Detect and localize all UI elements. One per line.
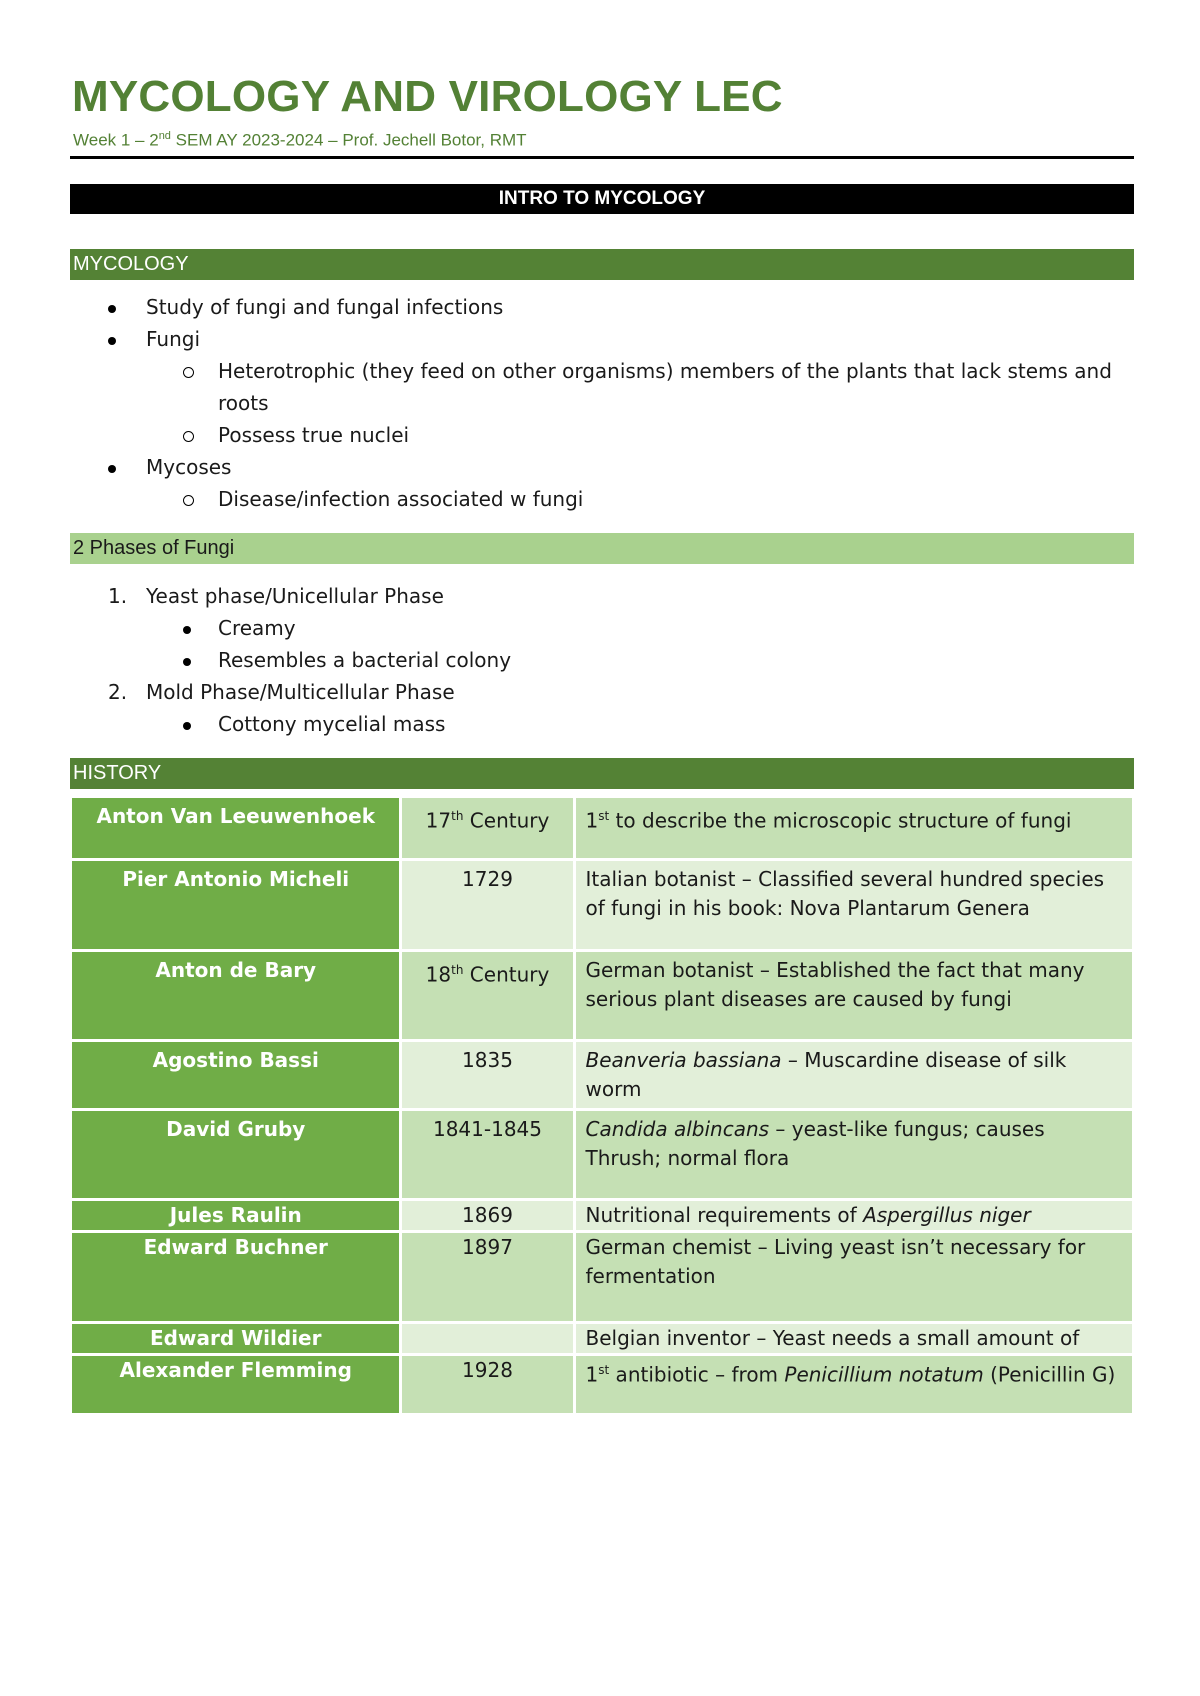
- bullet-icon: [183, 658, 191, 666]
- scientist-name: Pier Antonio Micheli: [72, 859, 400, 950]
- bullet-icon: [183, 722, 191, 730]
- bullet-icon: [183, 626, 191, 634]
- sub-list-item: Disease/infection associated w fungi: [70, 483, 1134, 515]
- circle-bullet-icon: [183, 495, 194, 506]
- table-row: [72, 1199, 1132, 1231]
- history-table: [72, 798, 1132, 1416]
- description-cell: German chemist – Living yeast isn’t necessary for fermentation: [574, 1231, 1132, 1322]
- description-cell: Italian botanist – Classified several hundred species of fungi in his book: Nova Plantarum Genera: [574, 859, 1132, 950]
- description-cell: 1st antibiotic – from Penicillium notatum (Penicillin G): [574, 1354, 1132, 1414]
- year-cell: 1835: [400, 1040, 574, 1109]
- table-row: [72, 1109, 1132, 1199]
- title-divider: [70, 156, 1134, 159]
- numbered-item: 1. Yeast phase/Unicellular Phase: [108, 584, 444, 608]
- scientist-name: Jules Raulin: [72, 1199, 400, 1231]
- year-cell: 18th Century: [400, 950, 574, 1040]
- list-item: Study of fungi and fungal infections: [70, 291, 1134, 323]
- sub-list-item: Heterotrophic (they feed on other organisms) members of the plants that lack stems and roots: [70, 355, 1134, 419]
- bullet-icon: [108, 337, 116, 345]
- numbered-item: 2. Mold Phase/Multicellular Phase: [108, 680, 455, 704]
- sub-list-item: Creamy: [70, 612, 1134, 644]
- scientist-name: Anton de Bary: [72, 950, 400, 1040]
- document-title: MYCOLOGY AND VIROLOGY LEC: [72, 72, 783, 121]
- section-heading-history: HISTORY: [70, 758, 1134, 789]
- scientist-name: Alexander Flemming: [72, 1354, 400, 1414]
- table-row: [72, 1354, 1132, 1414]
- table-row: [72, 798, 1132, 859]
- year-cell: 1729: [400, 859, 574, 950]
- description-cell: 1st to describe the microscopic structure of fungi: [574, 798, 1132, 859]
- table-row: [72, 950, 1132, 1040]
- list-item: Fungi: [70, 323, 1134, 355]
- year-cell: 1928: [400, 1354, 574, 1414]
- sub-list-item: Possess true nuclei: [70, 419, 1134, 451]
- scientist-name: Agostino Bassi: [72, 1040, 400, 1109]
- table-row: [72, 1231, 1132, 1322]
- sub-list-item: Resembles a bacterial colony: [70, 644, 1134, 676]
- table-row: [72, 1040, 1132, 1109]
- year-cell: 1897: [400, 1231, 574, 1322]
- sub-list-item: Cottony mycelial mass: [70, 708, 1134, 740]
- scientist-name: Anton Van Leeuwenhoek: [72, 798, 400, 859]
- phases-list: [70, 580, 1134, 740]
- description-cell: Belgian inventor – Yeast needs a small amount of: [574, 1322, 1132, 1354]
- table-row: [72, 1322, 1132, 1354]
- scientist-name: Edward Buchner: [72, 1231, 400, 1322]
- intro-banner: INTRO TO MYCOLOGY: [70, 184, 1134, 214]
- bullet-icon: [108, 465, 116, 473]
- section-heading-phases: 2 Phases of Fungi: [70, 533, 1134, 564]
- year-cell: 1841-1845: [400, 1109, 574, 1199]
- description-cell: German botanist – Established the fact that many serious plant diseases are caused by fungi: [574, 950, 1132, 1040]
- section-heading-mycology: MYCOLOGY: [70, 249, 1134, 280]
- scientist-name: David Gruby: [72, 1109, 400, 1199]
- table-row: [72, 859, 1132, 950]
- description-cell: Beanveria bassiana – Muscardine disease of silk worm: [574, 1040, 1132, 1109]
- list-item: Mycoses: [70, 451, 1134, 483]
- year-cell: 1869: [400, 1199, 574, 1231]
- circle-bullet-icon: [183, 367, 194, 378]
- year-cell: 17th Century: [400, 798, 574, 859]
- circle-bullet-icon: [183, 431, 194, 442]
- mycology-list: [70, 291, 1134, 515]
- document-subtitle: Week 1 – 2nd SEM AY 2023-2024 – Prof. Jechell Botor, RMT: [73, 130, 527, 150]
- description-cell: Nutritional requirements of Aspergillus niger: [574, 1199, 1132, 1231]
- year-cell: [400, 1322, 574, 1354]
- scientist-name: Edward Wildier: [72, 1322, 400, 1354]
- bullet-icon: [108, 305, 116, 313]
- description-cell: Candida albincans – yeast-like fungus; causes Thrush; normal flora: [574, 1109, 1132, 1199]
